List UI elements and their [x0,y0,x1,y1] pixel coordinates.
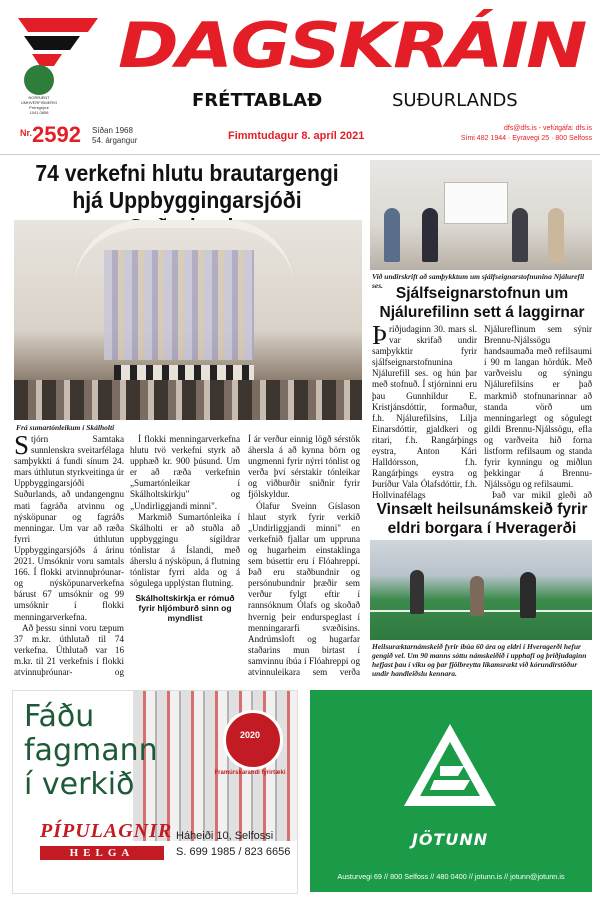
njalurefill-paragraph: Það var mikil gleði að [492,490,592,501]
masthead-subtitle-bold: FRÉTTABLAÐ [192,90,323,111]
badge-year: 2020 [239,730,261,740]
ad-brand-pipulagnir: PÍPULAGNIR [40,820,173,842]
njalurefill-column-2 [484,324,592,502]
main-story-paragraph: Ólafur Sveinn Gíslason hlaut styrk fyrir verkið „Undirliggjandi minni" en verkefnið fjallar um uppruna og hugarheim einstaklinga sem búsettir eru í Flóahreppi. Það eru staðbundnir og persónubundnir þræðir sem verður fylgt eftir í rannsóknum Ólafs og skoðað hvernig þeir endurspeglast í menningararfi svæðisins. Andrúmsloft og hugarfar staðarins mun birtast í samvinnu íbúa í Flóahreppi og atvinnuleikara sem verða [248,500,360,677]
church-concert-photo [14,220,362,420]
ad-brand-helga: HELGA [69,847,135,859]
main-story-paragraph: Í ár verður einnig lögð sérstök áhersla á að kynna börn og ungmenni fyrir nýrri tónlist og verða því sérstakir tónleikar og viðburðir sniðnir fyrir fjölskyldur. [248,434,360,500]
njalurefill-headline: Sjálfseignarstofnun um Njálurefilinn sett á laggirnar [379,285,585,321]
dropcap: Þ [372,324,388,350]
ad-address: Háheiði 10, Selfossi [176,830,274,842]
contact-web[interactable]: dfs@dfs.is - vefútgáfa: dfs.is [503,125,592,132]
masthead-subtitle-light: SUÐURLANDS [392,90,518,111]
njalurefill-paragraph: Njálureflinum sem sýnir Brennu-Njálssögu handsaumaða með refilsaumi í 90 m langan hördúk. Með varðveislu og sýningu Njálurefilsins er það markmið stofnunarinnar að standa vörð um menningarlegt og sögulegt gildi Brennu-Njálssögu, efla og varðveita hið forna listform refilsaum og standa fyrir kynningu og miðlun þekkingar á Brennu-Njálssögu og refilsaumi. [484,324,592,490]
main-story-paragraph: tjórn Samtaka sunnlenskra sveitarfélaga samþykkti á fundi sínum 24. mars úthlutun styrkveitinga úr Uppbyggingarsjóði Suðurlands, að undangengnu mati fagráða atvinnu og nýsköpunar og fagráðs menningar. Um var að ræða fyrri úthlutun Uppbyggingarsjóðs á árinu 2021. Umsóknir voru samtals 166. Í flokki atvinnuþróunar- og nýsköpunarverkefna bárust 67 umsóknir og 99 umsóknir í flokki menningarverkefna. [14,434,124,622]
masthead-brand: DAGSKRÁIN [118,9,585,82]
badge-text: Framúrskarandi fyrirtæki [214,770,286,776]
jotunn-brand: JÖTUNN [411,830,489,849]
njalurefill-column-1 [372,324,477,502]
hveragerdi-headline: Vinsælt heilsunámskeið fyrir eldri borgara í Hveragerði [376,501,588,537]
ad-slogan-line: í verkið [24,767,135,802]
since-label: Síðan 1968 54. árgangur [92,126,138,145]
signing-meeting-photo [370,160,592,270]
ad-slogan-line: fagmann [24,733,158,768]
main-story-column-2 [130,434,240,679]
ad-phone[interactable]: S. 699 1985 / 823 6656 [176,846,291,858]
jotunn-footer[interactable]: Austurvegi 69 // 800 Selfoss // 480 0400 // jotunn.is // jotunn@jotunn.is [337,872,565,881]
main-story-column-1 [14,434,124,679]
main-story-paragraph: Að þessu sinni voru tæpum 37 m.kr. úthlutað til 74 verkefna. Úthlutað var 16 m.kr. til 21 verkefnis í flokki atvinnuþróunar- og [14,622,124,677]
main-story-paragraph: Markmið Sumartónleika í Skálholti er að stuðla að uppbyggingu sígildrar tónlistar á Íslandi, með áherslu á nýsköpun, á flutning tónlistar fyrri alda og á sögulega upplýstan flutning. [130,511,240,589]
gym-class-photo [370,540,592,640]
church-photo-caption: Frá sumartónleikum í Skálholti [16,423,115,432]
framurskarandi-badge-icon [223,710,283,770]
dropcap: S [14,434,30,460]
masthead [0,0,600,125]
issue-label: Nr. [20,128,33,138]
main-story-column-3 [248,434,360,679]
ad-contact [176,828,290,860]
jotunn-logo-icon [400,720,500,820]
ad-slogan [24,700,158,802]
issue-number: 2592 [32,122,81,147]
seal-text: NORRÆNT UMHVERFISMERKI Prentgripur 1041 0858 [20,95,58,115]
nordic-swan-seal-icon [20,65,58,115]
main-story-subhead: Skálholtskirkja er rómuð fyrir hljómburð sinn og myndlist [135,593,235,624]
masthead-contact [446,124,592,144]
issue-date: Fimmtudagur 8. apríl 2021 [228,130,365,142]
gym-photo-caption: Heilsuræktarnámskeið fyrir íbúa 60 ára og eldri í Hveragerði hefur gengið vel. Um 90 manns sóttu námskeiðið í upphafi og þriðjudaginn hefjast þau í viku og þar fjölbreytta líkamsrækt við kórundirstöður undir handleiðslu kennara. [372,642,587,678]
main-headline: 74 verkefni hlutu brautargengi hjá Uppbyggingarsjóði [35,160,339,213]
njalurefill-paragraph: riðjudaginn 30. mars sl. var skrifað undir samþykktir fyrir sjálfseignarstofnunina Njálurefill ses. og hún þar með stofnuð. Í stjórninni eru þau Gunnhildur E. Kristjánsdóttir, formaður, f.h. Njálurefilsins, Lilja Einarsdóttir, gjaldkeri og ritari, f.h. Rangárþings eystra, Anton Kári Halldórsson, f.h. Rangárþings eystra og Þuríður Vala Ólafsdóttir, f.h. Hollvinafélags [372,324,477,501]
main-story-paragraph: Í flokki menningarverkefna hlutu tvö verkefni styrk að upphæð kr. 900 þúsund. Um er að ræða verkefnin „Sumartónleikar í Skálholtskirkju" og „Undirliggjandi minni". [130,434,240,511]
ad-slogan-line: Fáðu [24,699,95,734]
signing-photo-caption: Við undirskrift að samþykktum um sjálfseignarstofnunina Njálurefil ses. [372,272,585,290]
contact-address: Sími 482 1944 · Eyravegi 25 · 800 Selfoss [460,135,592,142]
